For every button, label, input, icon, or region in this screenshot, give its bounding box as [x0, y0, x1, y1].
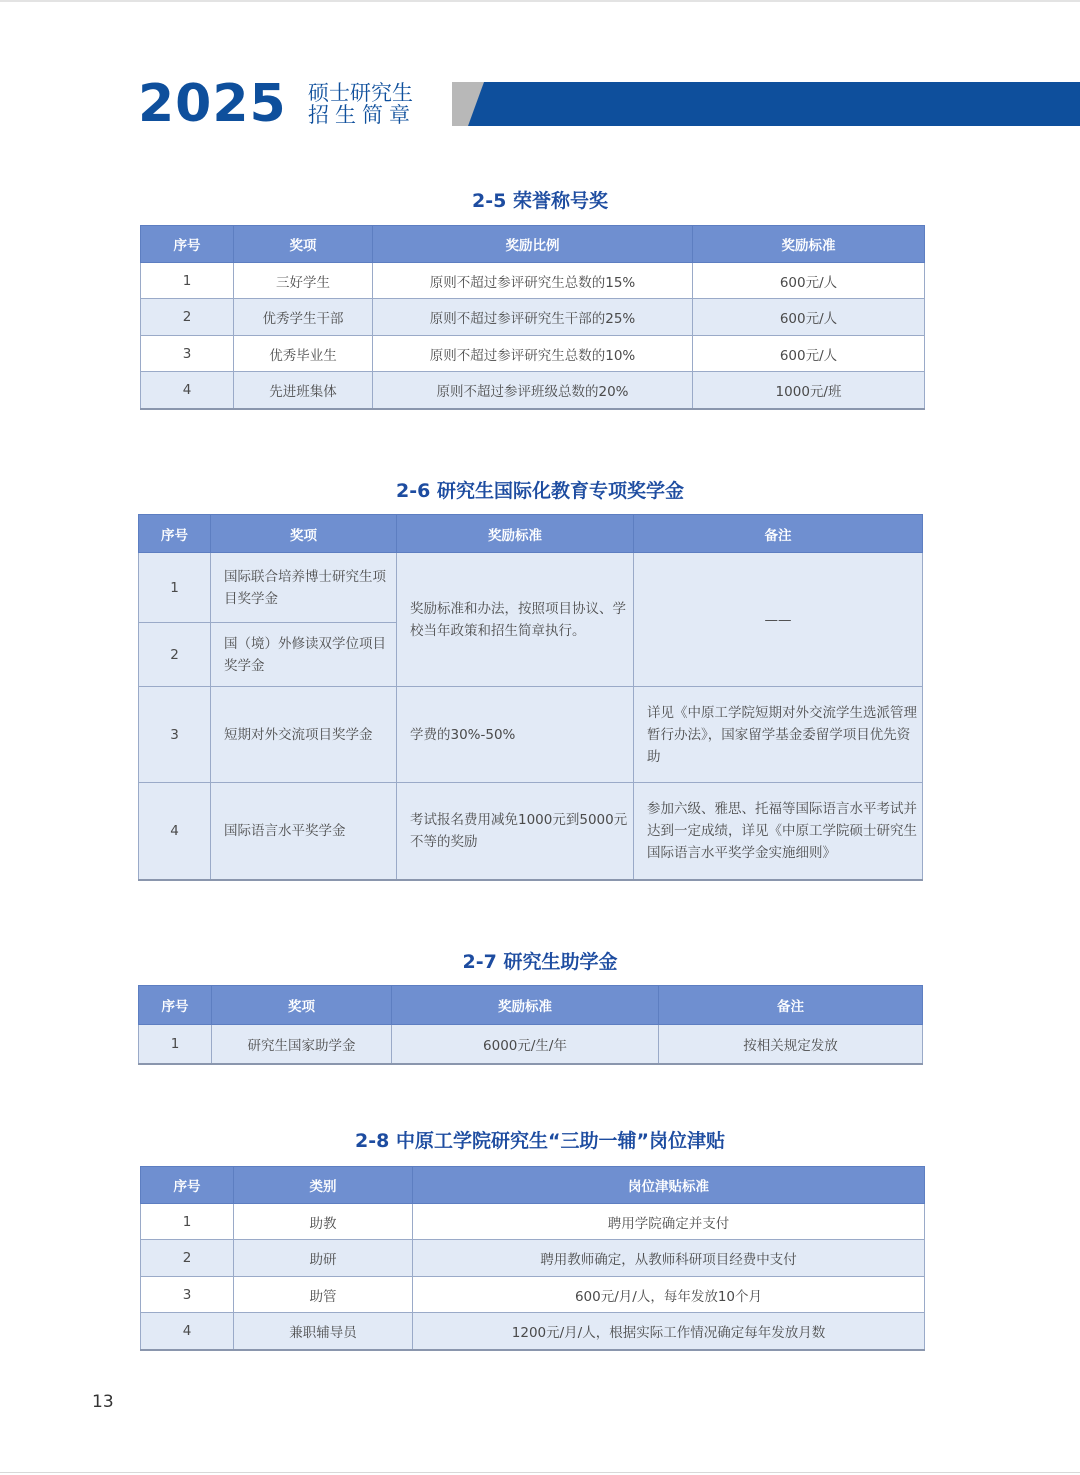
table-header-row	[141, 226, 925, 263]
cell-standard: 600元/人	[693, 263, 925, 299]
table-row	[141, 1313, 925, 1350]
col-header-allowance: 岗位津贴标准	[413, 1167, 925, 1204]
cell-note: 按相关规定发放	[659, 1025, 923, 1064]
col-header-standard: 奖励标准	[693, 226, 925, 263]
cell-category: 助管	[234, 1277, 413, 1313]
cell-category: 助教	[234, 1204, 413, 1240]
header-subtitle-line2: 招生简章	[308, 103, 416, 127]
cell-no: 3	[141, 1277, 234, 1313]
cell-allowance: 600元/月/人，每年发放10个月	[413, 1277, 925, 1313]
header-blue-band	[468, 82, 1080, 126]
table-row	[141, 1204, 925, 1240]
grant-table	[138, 985, 923, 1065]
section-title-2-7: 2-7 研究生助学金	[462, 951, 618, 973]
cell-award: 先进班集体	[234, 372, 373, 409]
cell-ratio: 原则不超过参评研究生总数的15%	[373, 263, 693, 299]
table-header-row	[141, 1167, 925, 1204]
table-row	[141, 1277, 925, 1313]
honor-award-table	[140, 225, 925, 410]
cell-award: 国际联合培养博士研究生项目奖学金	[211, 553, 397, 623]
section-title-2-8: 2-8 中原工学院研究生“三助一辅”岗位津贴	[355, 1130, 725, 1152]
cell-ratio: 原则不超过参评研究生干部的25%	[373, 299, 693, 336]
cell-standard: 考试报名费用减免1000元到5000元不等的奖励	[397, 783, 634, 880]
table-row	[141, 372, 925, 409]
col-header-category: 类别	[234, 1167, 413, 1204]
cell-no: 1	[141, 263, 234, 299]
page-top-border	[0, 0, 1080, 2]
cell-award: 研究生国家助学金	[212, 1025, 392, 1064]
header-year: 2025	[138, 74, 287, 134]
cell-allowance: 1200元/月/人，根据实际工作情况确定每年发放月数	[413, 1313, 925, 1350]
table-row	[139, 1025, 923, 1064]
international-scholarship-table	[138, 514, 923, 881]
table-row	[141, 299, 925, 336]
cell-award: 优秀毕业生	[234, 336, 373, 372]
table-header-row	[139, 515, 923, 553]
col-header-no: 序号	[139, 515, 211, 553]
col-header-note: 备注	[634, 515, 923, 553]
cell-no: 4	[139, 783, 211, 880]
cell-no: 3	[139, 687, 211, 783]
cell-category: 助研	[234, 1240, 413, 1277]
page-bottom-border	[0, 1472, 1080, 1473]
cell-allowance: 聘用学院确定并支付	[413, 1204, 925, 1240]
cell-note: 参加六级、雅思、托福等国际语言水平考试并达到一定成绩，详见《中原工学院硕士研究生国际语言水平奖学金实施细则》	[634, 783, 923, 880]
cell-note-merged: ——	[634, 553, 923, 687]
col-header-award: 奖项	[212, 986, 392, 1025]
cell-standard: 600元/人	[693, 299, 925, 336]
cell-standard: 6000元/生/年	[392, 1025, 659, 1064]
assistantship-allowance-table	[140, 1166, 925, 1351]
col-header-award: 奖项	[234, 226, 373, 263]
cell-standard: 学费的30%-50%	[397, 687, 634, 783]
section-title-2-6: 2-6 研究生国际化教育专项奖学金	[396, 480, 684, 502]
cell-category: 兼职辅导员	[234, 1313, 413, 1350]
cell-no: 3	[141, 336, 234, 372]
cell-no: 1	[139, 553, 211, 623]
cell-no: 4	[141, 1313, 234, 1350]
col-header-ratio: 奖励比例	[373, 226, 693, 263]
col-header-no: 序号	[141, 226, 234, 263]
col-header-standard: 奖励标准	[392, 986, 659, 1025]
cell-ratio: 原则不超过参评班级总数的20%	[373, 372, 693, 409]
table-row	[139, 553, 923, 623]
cell-no: 1	[139, 1025, 212, 1064]
cell-allowance: 聘用教师确定，从教师科研项目经费中支付	[413, 1240, 925, 1277]
cell-no: 2	[141, 1240, 234, 1277]
col-header-no: 序号	[141, 1167, 234, 1204]
section-title-2-5: 2-5 荣誉称号奖	[472, 190, 608, 212]
cell-standard-merged: 奖励标准和办法，按照项目协议、学校当年政策和招生简章执行。	[397, 553, 634, 687]
cell-no: 1	[141, 1204, 234, 1240]
table-row	[141, 263, 925, 299]
cell-note: 详见《中原工学院短期对外交流学生选派管理暂行办法》，国家留学基金委留学项目优先资助	[634, 687, 923, 783]
table-row	[139, 687, 923, 783]
cell-award: 短期对外交流项目奖学金	[211, 687, 397, 783]
table-row	[141, 1240, 925, 1277]
cell-award: 三好学生	[234, 263, 373, 299]
cell-ratio: 原则不超过参评研究生总数的10%	[373, 336, 693, 372]
cell-standard: 1000元/班	[693, 372, 925, 409]
col-header-no: 序号	[139, 986, 212, 1025]
cell-award: 国际语言水平奖学金	[211, 783, 397, 880]
cell-award: 优秀学生干部	[234, 299, 373, 336]
cell-no: 2	[141, 299, 234, 336]
col-header-standard: 奖励标准	[397, 515, 634, 553]
table-row	[139, 783, 923, 880]
table-header-row	[139, 986, 923, 1025]
cell-no: 4	[141, 372, 234, 409]
col-header-note: 备注	[659, 986, 923, 1025]
header-subtitle-line1: 硕士研究生	[308, 81, 413, 105]
page-number: 13	[92, 1392, 114, 1412]
col-header-award: 奖项	[211, 515, 397, 553]
cell-standard: 600元/人	[693, 336, 925, 372]
header-banner-graphic	[450, 82, 1080, 126]
table-row	[141, 336, 925, 372]
cell-no: 2	[139, 623, 211, 687]
cell-award: 国（境）外修读双学位项目奖学金	[211, 623, 397, 687]
